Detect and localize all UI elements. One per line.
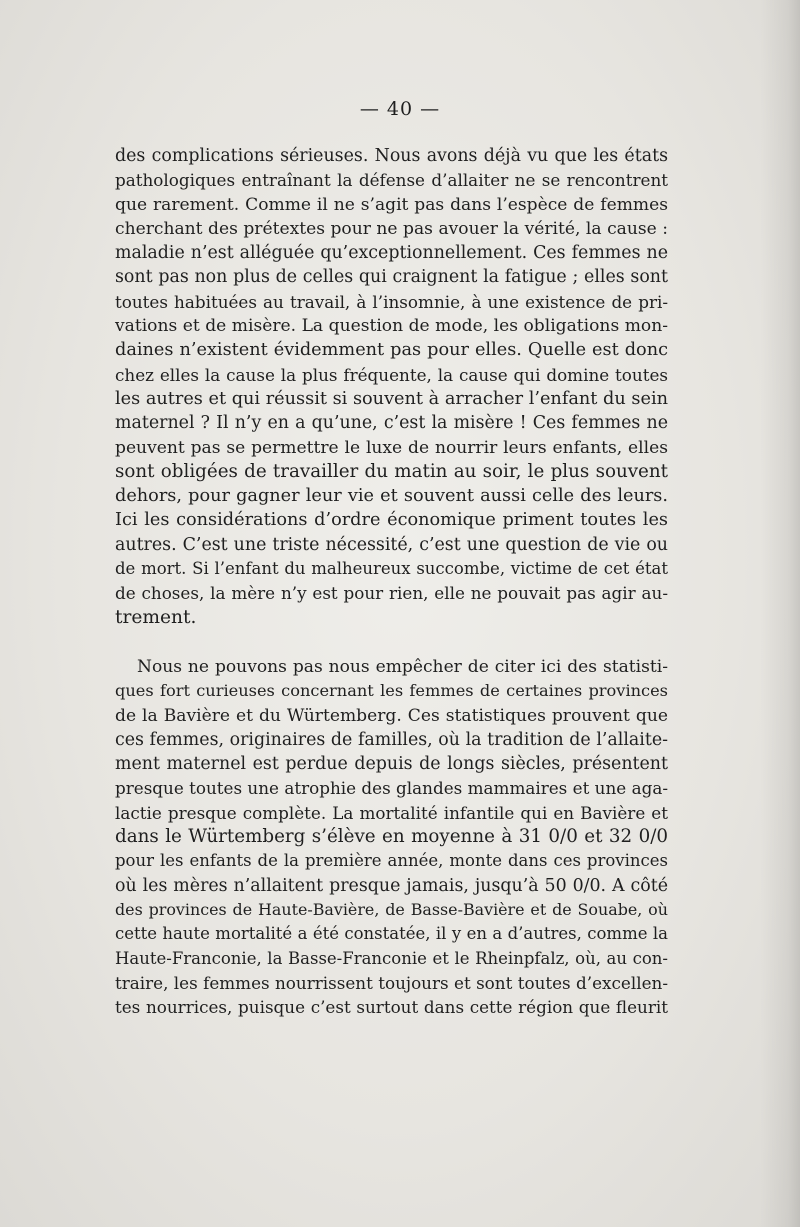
- text-line: sont obligées de travailler du matin au soir, le plus souvent: [115, 460, 668, 482]
- text-line: Haute-Franconie, la Basse-Franconie et le Rheinpfalz, où, au con-: [115, 948, 668, 968]
- text-line: des complications sérieuses. Nous avons déjà vu que les états: [115, 146, 668, 166]
- text-line: presque toutes une atrophie des glandes mammaires et une aga-: [115, 778, 668, 799]
- text-line: cherchant des prétextes pour ne pas avouer la vérité, la cause :: [115, 218, 668, 239]
- text-line: des provinces de Haute-Bavière, de Basse-Bavière et de Souabe, où: [115, 899, 668, 919]
- text-line: sont pas non plus de celles qui craignent la fatigue ; elles sont: [115, 267, 668, 288]
- paragraph-2: [115, 655, 668, 1019]
- text-line: dans le Würtemberg s’élève en moyenne à 31 0/0 et 32 0/0: [115, 826, 668, 848]
- page-edge-shadow: [760, 0, 800, 1227]
- text-line: daines n’existent évidemment pas pour elles. Quelle est donc: [115, 340, 668, 361]
- text-line: ques fort curieuses concernant les femmes de certaines provinces: [115, 681, 668, 701]
- text-line: Ici les considérations d’ordre économique priment toutes les: [115, 510, 668, 531]
- page-number: — 40 —: [359, 98, 441, 120]
- paragraph-gap: [115, 630, 668, 655]
- text-line: maternel ? Il n’y en a qu’une, c’est la misère ! Ces femmes ne: [115, 413, 668, 434]
- text-line: cette haute mortalité a été constatée, il y en a d’autres, comme la: [115, 924, 668, 944]
- text-line: pour les enfants de la première année, monte dans ces provinces: [115, 851, 668, 871]
- text-line: maladie n’est alléguée qu’exceptionnellement. Ces femmes ne: [115, 243, 668, 264]
- text-line: que rarement. Comme il ne s’agit pas dans l’espèce de femmes: [115, 194, 668, 215]
- text-line: les autres et qui réussit si souvent à arracher l’enfant du sein: [115, 388, 668, 409]
- text-line: lactie presque complète. La mortalité infantile qui en Bavière et: [115, 802, 668, 823]
- text-line: peuvent pas se permettre le luxe de nourrir leurs enfants, elles: [115, 437, 668, 458]
- text-line: ces femmes, originaires de familles, où la tradition de l’allaite-: [115, 729, 668, 750]
- text-line: chez elles la cause la plus fréquente, la cause qui domine toutes: [115, 364, 668, 385]
- text-line: de choses, la mère n’y est pour rien, elle ne pouvait pas agir au-: [115, 583, 668, 604]
- text-line: pathologiques entraînant la défense d’allaiter ne se rencontrent: [115, 170, 668, 191]
- text-line: traire, les femmes nourrissent toujours et sont toutes d’excellen-: [115, 972, 668, 993]
- text-line: de la Bavière et du Würtemberg. Ces statistiques prouvent que: [115, 705, 668, 726]
- text-line: de mort. Si l’enfant du malheureux succombe, victime de cet état: [115, 559, 668, 579]
- text-line: autres. C’est une triste nécessité, c’est une question de vie ou: [115, 534, 668, 555]
- body-text: [115, 144, 668, 1019]
- text-line: toutes habituées au travail, à l’insomnie, à une existence de pri-: [115, 291, 668, 312]
- text-line: trement.: [115, 606, 197, 628]
- text-line: dehors, pour gagner leur vie et souvent aussi celle des leurs.: [115, 486, 668, 507]
- text-line: ment maternel est perdue depuis de longs siècles, présentent: [115, 754, 668, 775]
- text-line: où les mères n’allaitent presque jamais, jusqu’à 50 0/0. A côté: [115, 875, 668, 896]
- text-line: vations et de misère. La question de mode, les obligations mon-: [115, 316, 668, 337]
- text-line: Nous ne pouvons pas nous empêcher de citer ici des statisti-: [137, 656, 668, 677]
- text-line: tes nourrices, puisque c’est surtout dans cette région que fleurit: [115, 997, 668, 1018]
- paragraph-1: [115, 144, 668, 630]
